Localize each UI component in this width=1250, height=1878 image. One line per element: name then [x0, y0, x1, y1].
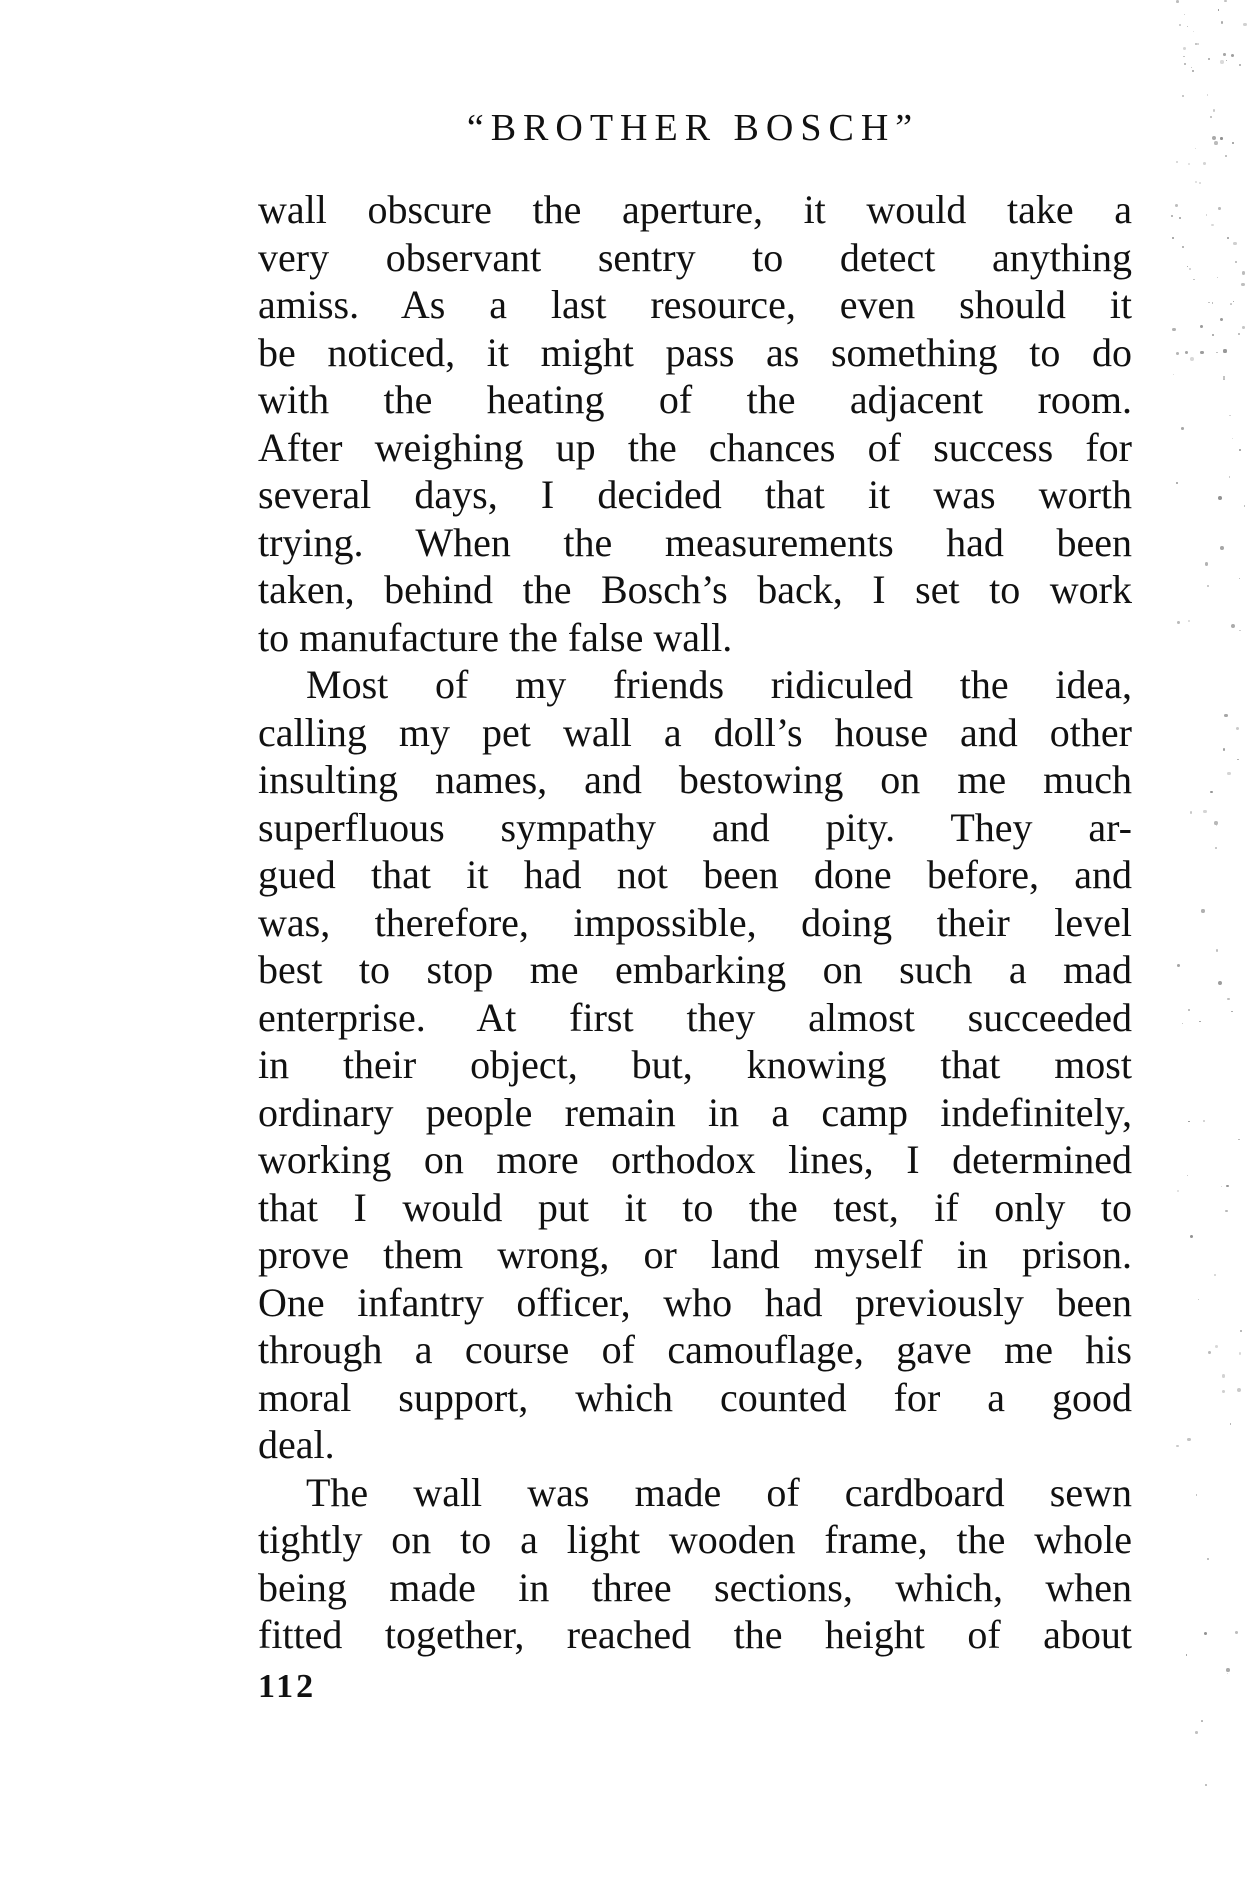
scan-edge-noise — [1130, 0, 1250, 1878]
text-line: taken, behind the Bosch’s back, I set to work — [258, 567, 1132, 612]
scan-speck — [1221, 21, 1223, 23]
scan-speck — [1227, 772, 1230, 775]
scan-speck — [1216, 352, 1218, 354]
scan-speck — [1210, 116, 1212, 118]
scan-speck — [1243, 23, 1247, 27]
scan-speck — [1216, 825, 1217, 826]
scan-speck — [1240, 1330, 1242, 1332]
scan-speck — [1230, 303, 1232, 305]
scan-speck — [1204, 1632, 1207, 1635]
scan-speck — [1221, 1186, 1222, 1187]
scan-speck — [1233, 242, 1236, 245]
scan-speck — [1223, 349, 1226, 352]
scan-speck — [1176, 0, 1179, 3]
scan-speck — [1181, 427, 1184, 430]
scan-speck — [1187, 26, 1188, 27]
scan-speck — [1193, 31, 1195, 33]
scan-speck — [1175, 204, 1178, 207]
scan-speck — [1236, 727, 1239, 730]
text-line: being made in three sections, which, when — [258, 1564, 1132, 1610]
scan-speck — [1238, 333, 1240, 335]
text-line: ordinary people remain in a camp indefinitely, — [258, 1089, 1132, 1135]
text-line: trying. When the measurements had been — [258, 519, 1132, 565]
scan-speck — [1199, 1021, 1200, 1022]
scan-speck — [1207, 585, 1209, 587]
scan-speck — [1217, 277, 1218, 278]
text-line: that I would put it to the test, if only to — [258, 1184, 1132, 1230]
scan-speck — [1212, 334, 1214, 336]
scan-speck — [1215, 1345, 1218, 1348]
scan-speck — [1188, 620, 1190, 622]
scan-speck — [1193, 279, 1194, 280]
scan-speck — [1239, 64, 1241, 66]
text-line: enterprise. At first they almost succeeded — [258, 994, 1132, 1040]
scan-speck — [1224, 0, 1226, 2]
scan-speck — [1203, 1120, 1205, 1122]
scan-speck — [1233, 301, 1234, 302]
scan-speck — [1225, 155, 1227, 157]
scan-speck — [1231, 1011, 1233, 1013]
scan-speck — [1179, 24, 1181, 26]
scan-speck — [1182, 1023, 1183, 1024]
text-line: with the heating of the adjacent room. — [258, 377, 1132, 422]
scan-speck — [1172, 237, 1174, 239]
scan-speck — [1218, 981, 1222, 985]
scan-speck — [1185, 351, 1188, 354]
scan-speck — [1212, 136, 1216, 140]
scan-speck — [1222, 1374, 1225, 1377]
text-line: working on more orthodox lines, I determined — [258, 1137, 1132, 1182]
scan-speck — [1218, 9, 1219, 10]
scan-speck — [1195, 148, 1196, 149]
text-line: best to stop me embarking on such a mad — [258, 947, 1132, 992]
body-text — [258, 186, 1132, 1659]
scan-speck — [1237, 1388, 1241, 1392]
scan-speck — [1189, 268, 1191, 270]
scan-speck — [1226, 1668, 1230, 1672]
scan-speck — [1231, 624, 1235, 628]
scan-speck — [1206, 214, 1208, 216]
scan-speck — [1183, 47, 1186, 50]
text-line: wall obscure the aperture, it would take a — [258, 187, 1132, 232]
scan-speck — [1205, 1784, 1206, 1785]
scan-speck — [1192, 70, 1193, 71]
scan-speck — [1176, 1445, 1178, 1447]
scan-speck — [1220, 546, 1224, 550]
text-line: deal. — [258, 1422, 335, 1467]
scan-speck — [1235, 261, 1237, 263]
scan-speck — [1195, 43, 1198, 46]
scan-speck — [1201, 909, 1204, 912]
scan-speck — [1177, 621, 1180, 624]
scan-speck — [1200, 325, 1203, 328]
scan-speck — [1172, 328, 1176, 332]
scan-speck — [1225, 1210, 1227, 1212]
scan-speck — [1210, 791, 1212, 793]
text-line: very observant sentry to detect anything — [258, 234, 1132, 280]
text-line: insulting names, and bestowing on me much — [258, 757, 1132, 802]
scan-speck — [1201, 1720, 1203, 1722]
text-line: through a course of camouflage, gave me his — [258, 1327, 1132, 1372]
scan-speck — [1226, 1185, 1229, 1188]
scan-speck — [1177, 964, 1180, 967]
scan-speck — [1227, 237, 1229, 239]
scan-speck — [1188, 1121, 1190, 1123]
text-line: was, therefore, impossible, doing their level — [258, 899, 1132, 945]
scan-speck — [1203, 162, 1206, 165]
scan-speck — [1227, 1673, 1229, 1675]
scan-speck — [1190, 1235, 1193, 1238]
text-line: Most of my friends ridiculed the idea, — [306, 662, 1132, 707]
scan-speck — [1213, 109, 1216, 112]
scan-speck — [1218, 496, 1222, 500]
scan-speck — [1214, 821, 1218, 825]
scan-speck — [1190, 357, 1194, 361]
scan-speck — [1208, 302, 1210, 304]
scan-speck — [1227, 998, 1230, 1001]
text-line: be noticed, it might pass as something to do — [258, 329, 1132, 375]
scan-speck — [1208, 58, 1210, 60]
scan-speck — [1239, 578, 1240, 579]
scan-speck — [1223, 378, 1225, 380]
scan-speck — [1224, 714, 1228, 718]
scan-speck — [1223, 376, 1225, 378]
scan-speck — [1239, 630, 1240, 631]
scan-speck — [1220, 137, 1222, 139]
scan-speck — [1207, 94, 1209, 96]
scan-speck — [1239, 1352, 1242, 1355]
scan-speck — [1232, 438, 1233, 439]
scan-speck — [1229, 415, 1231, 417]
scan-speck — [1176, 161, 1178, 163]
scan-speck — [1198, 1299, 1199, 1300]
scan-speck — [1244, 505, 1246, 507]
scan-speck — [1208, 1351, 1211, 1354]
scan-speck — [1212, 302, 1213, 303]
scan-speck — [1176, 482, 1178, 484]
scan-speck — [1188, 163, 1191, 166]
scan-speck — [1183, 56, 1184, 57]
scan-speck — [1239, 449, 1241, 451]
scan-speck — [1195, 1731, 1198, 1734]
text-line: gued that it had not been done before, and — [258, 852, 1132, 897]
scan-speck — [1179, 217, 1180, 218]
scan-speck — [1220, 318, 1223, 321]
scan-speck — [1173, 374, 1175, 376]
text-line: prove them wrong, or land myself in prison. — [258, 1232, 1132, 1277]
scan-speck — [1214, 141, 1218, 145]
text-line: After weighing up the chances of success for — [258, 424, 1132, 470]
scan-speck — [1190, 811, 1192, 813]
running-head: “BROTHER BOSCH” — [466, 107, 920, 149]
scan-speck — [1229, 476, 1230, 477]
scan-speck — [1223, 53, 1226, 56]
scan-speck — [1220, 60, 1223, 63]
scan-speck — [1199, 182, 1201, 184]
scan-speck — [1188, 1009, 1189, 1010]
scan-speck — [1171, 215, 1173, 217]
scan-speck — [1216, 949, 1219, 952]
scan-speck — [1205, 562, 1208, 565]
scan-speck — [1196, 1494, 1198, 1496]
scan-speck — [1230, 1423, 1232, 1425]
scan-speck — [1182, 95, 1184, 97]
scan-speck — [1187, 1438, 1191, 1442]
scan-speck — [1235, 1631, 1238, 1634]
scan-speck — [1222, 1390, 1225, 1393]
scan-speck — [1238, 1139, 1239, 1140]
text-line: several days, I decided that it was worth — [258, 472, 1132, 517]
scan-speck — [1203, 810, 1207, 814]
text-line: The wall was made of cardboard sewn — [306, 1469, 1132, 1515]
scan-speck — [1211, 224, 1213, 226]
text-line: One infantry officer, who had previously been — [258, 1279, 1132, 1325]
scan-speck — [1241, 283, 1245, 287]
scan-speck — [1197, 43, 1199, 45]
scan-speck — [1242, 326, 1245, 329]
text-line: fitted together, reached the height of about — [258, 1612, 1132, 1657]
scan-speck — [1226, 60, 1227, 61]
text-line: in their object, but, knowing that most — [258, 1042, 1132, 1087]
scan-speck — [1184, 63, 1186, 65]
text-line: to manufacture the false wall. — [258, 614, 733, 660]
scan-speck — [1218, 207, 1221, 210]
scan-speck — [1232, 142, 1234, 144]
scan-speck — [1187, 1175, 1188, 1176]
scan-speck — [1200, 351, 1204, 355]
scan-speck — [1191, 67, 1193, 69]
page-number: 112 — [258, 1668, 317, 1705]
text-line: calling my pet wall a doll’s house and other — [258, 709, 1132, 755]
scan-speck — [1195, 181, 1198, 184]
text-line: tightly on to a light wooden frame, the whole — [258, 1517, 1132, 1562]
scan-speck — [1207, 1558, 1208, 1559]
text-line: amiss. As a last resource, even should it — [258, 282, 1132, 327]
scan-speck — [1214, 1274, 1216, 1276]
scan-speck — [1231, 54, 1235, 58]
scan-speck — [1184, 14, 1185, 15]
text-line: moral support, which counted for a good — [258, 1374, 1132, 1420]
scan-speck — [1187, 266, 1188, 267]
scan-speck — [1182, 246, 1184, 248]
scan-speck — [1186, 1654, 1187, 1655]
scan-speck — [1242, 271, 1246, 275]
scan-speck — [1237, 759, 1238, 760]
scan-speck — [1177, 1190, 1179, 1192]
scan-speck — [1215, 847, 1217, 849]
text-line: superfluous sympathy and pity. They ar- — [258, 804, 1132, 850]
scan-speck — [1223, 748, 1225, 750]
scan-speck — [1176, 352, 1179, 355]
